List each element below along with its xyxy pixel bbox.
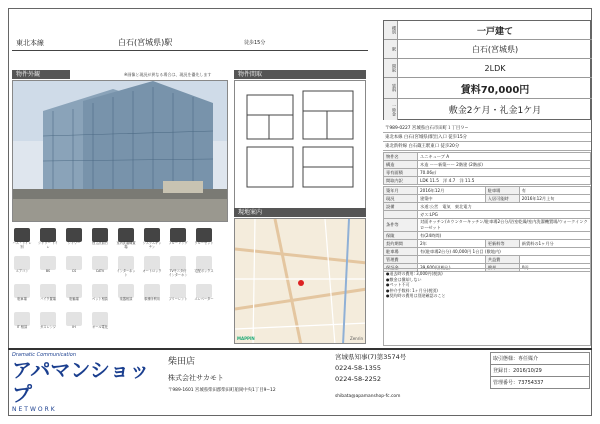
- detail-value: 対面キッチン/カウンターキッチン/駐車場2台分/浴室乾燥/室内洗濯機置場/ウォークインクローゼット: [418, 219, 591, 232]
- access-list: [383, 133, 591, 151]
- mappin-logo: MAPPIN: [237, 336, 255, 341]
- equipment-icon-square: [66, 256, 82, 270]
- equipment-icon: [168, 228, 188, 250]
- equipment-icon: [194, 284, 214, 306]
- equipment-icon: [116, 256, 136, 278]
- equipment-icon-square: [40, 284, 56, 298]
- summary-box: [383, 20, 591, 120]
- equipment-icon-label: CS: [71, 269, 77, 273]
- equipment-icon: [168, 256, 188, 278]
- detail-value: 2年: [418, 240, 486, 248]
- detail-label: 駐車場: [384, 248, 418, 256]
- access-line: 東北新幹線 白石蔵王駅東口 徒歩20分: [383, 142, 591, 151]
- remark-line: ●敷金は償却しない: [386, 276, 422, 282]
- detail-value: 有: [519, 187, 590, 195]
- equipment-icon-label: IH: [72, 325, 76, 329]
- equipment-icon: [194, 256, 214, 278]
- summary-fee-row: [384, 99, 592, 120]
- equipment-icon-square: [66, 284, 82, 298]
- remark-line: ●ペット不可: [386, 282, 410, 287]
- detail-row: [384, 219, 591, 232]
- equipment-icon: [168, 284, 188, 306]
- summary-layout-row: [384, 59, 592, 78]
- equipment-icon: [194, 228, 214, 250]
- equipment-icon: [142, 256, 162, 278]
- equipment-icon-square: [170, 284, 186, 298]
- detail-row: [384, 187, 591, 195]
- equipment-icon-label: エアコン: [15, 269, 29, 273]
- equipment-icon: [12, 284, 32, 306]
- detail-value: 39,600円(税込): [418, 264, 486, 272]
- remark-line: ●退去時の費用: 3,000円(税抜): [386, 271, 443, 276]
- equipment-icon: [38, 284, 58, 306]
- spec-row: [384, 177, 591, 185]
- brand-tagline: Dramatic Communication: [12, 352, 77, 358]
- detail-label: 償却: [485, 264, 519, 272]
- detail-value: 水道:公営 電気 東北電力: [418, 203, 591, 211]
- equipment-icon-label: エレベーター: [194, 297, 214, 301]
- equipment-icon-square: [92, 284, 108, 298]
- summary-station: 白石(宮城県): [471, 44, 519, 54]
- equipment-icon: [12, 228, 32, 250]
- equipment-icon-label: CATV: [95, 269, 105, 273]
- equipment-icon-label: オール電化: [92, 325, 108, 329]
- equipment-icon-square: [144, 256, 160, 270]
- equipment-icon-label: ペット相談: [92, 297, 108, 301]
- floorplan-image: [234, 80, 366, 210]
- equipment-icon-label: オートロック: [142, 269, 162, 273]
- detail-row: [384, 211, 591, 219]
- equipment-icon-square: [14, 228, 30, 242]
- equipment-icon-square: [14, 256, 30, 270]
- equipment-icon-label: IT 相談: [16, 325, 28, 329]
- equipment-icon: [116, 284, 136, 306]
- shop-name: 柴田店: [168, 357, 196, 367]
- spec-row: [384, 169, 591, 177]
- detail-value: 0円: [519, 264, 590, 272]
- equipment-icon-square: [92, 312, 108, 326]
- equipment-icon-label: フローリング: [168, 241, 188, 245]
- equipment-icon: [90, 284, 110, 306]
- equipment-icon: [12, 256, 32, 278]
- equipment-icon-label: 事務所利用: [144, 297, 160, 301]
- detail-row: [384, 203, 591, 211]
- detail-value: 建築中: [418, 195, 486, 203]
- line-name: 東北本線: [16, 39, 44, 47]
- detail-label: [384, 211, 418, 219]
- equipment-icon: [64, 284, 84, 306]
- equipment-icon-square: [66, 228, 82, 242]
- summary-station-row: [384, 40, 592, 59]
- equipment-icon-square: [144, 284, 160, 298]
- detail-value: [519, 256, 590, 264]
- contact-info: [335, 352, 485, 402]
- equipment-icon-square: [196, 256, 212, 270]
- detail-label: 現況: [384, 195, 418, 203]
- location-map[interactable]: [234, 218, 366, 344]
- detail-value: 2016年12月上旬: [519, 195, 590, 203]
- equipment-icon-label: フリーレント: [168, 297, 188, 301]
- equipment-icon-grid: [12, 228, 228, 346]
- date-label: 登録日: [493, 368, 509, 374]
- equipment-icon-label: 宅配ボックス: [194, 269, 214, 273]
- equipment-icon-label: シャワー: [67, 241, 81, 245]
- equipment-icon: [90, 312, 110, 334]
- fax-number: 0224-58-2252: [335, 375, 382, 383]
- detail-label: 保証金: [384, 264, 418, 272]
- equipment-icon-label: バイク置場: [40, 297, 56, 301]
- zenrin-credit: Zenrin: [349, 336, 363, 341]
- equipment-icon-square: [66, 312, 82, 326]
- equipment-icon-square: [92, 256, 108, 270]
- detail-label: 駐車場: [485, 187, 519, 195]
- detail-row: [384, 240, 591, 248]
- equipment-icon-square: [144, 228, 160, 242]
- details-table: [383, 186, 591, 272]
- detail-value: 有(24時間): [418, 232, 591, 240]
- summary-fee: 敷金2ケ月・礼金1ケ月: [448, 106, 542, 116]
- detail-row: [384, 248, 591, 256]
- detail-value: [418, 256, 486, 264]
- access-line: 東北本線 白石(宮城県)駅出入口 徒歩15分: [383, 133, 591, 142]
- fee-label: 一時金: [384, 99, 398, 120]
- detail-label: 管理費: [384, 256, 418, 264]
- spec-row: [384, 153, 591, 161]
- equipment-icon-label: 駐輪場: [69, 297, 79, 301]
- brand-logo: [12, 352, 162, 412]
- equipment-icon-label: 駐車場: [17, 297, 27, 301]
- brand-name: アパマンショップ: [12, 358, 150, 406]
- equipment-icon-square: [40, 312, 56, 326]
- equipment-icon-label: 室内洗濯機置場: [116, 241, 136, 249]
- equipment-icon: [64, 228, 84, 250]
- equipment-icon: [90, 228, 110, 250]
- address-line: 〒989-0227 宮城県白石市田町１丁目９−: [383, 124, 591, 133]
- equipment-icon-square: [14, 312, 30, 326]
- equipment-icon-label: シャワー トイレ: [38, 241, 58, 249]
- detail-label: 契約期間: [384, 240, 418, 248]
- spec-label: 物件名: [384, 153, 418, 161]
- equipment-icon-square: [40, 228, 56, 242]
- spec-value: 木造 ーー新築ーー 2階建 (2階部): [418, 161, 591, 169]
- detail-label: 入居可能時: [485, 195, 519, 203]
- spec-table: [383, 152, 591, 185]
- station-label: 駅: [384, 40, 398, 58]
- summary-rent: 賃料70,000円: [460, 84, 530, 96]
- manage-number: 73754337: [518, 380, 544, 386]
- detail-label: 共益費: [485, 256, 519, 264]
- equipment-icon: [38, 256, 58, 278]
- remark-line: ●契約時の費用は別途確認のこと: [386, 293, 446, 298]
- detail-label: 設備: [384, 203, 418, 211]
- photo-note: ※画像と現況が異なる場合は、現況を優先します: [124, 72, 212, 77]
- no-row: 管理番号：73754337: [490, 377, 590, 389]
- equipment-icon: [90, 256, 110, 278]
- remarks-box: [383, 268, 591, 346]
- detail-value: 新賃料の1ヶ月分: [519, 240, 590, 248]
- spec-row: [384, 161, 591, 169]
- equipment-icon: [38, 312, 58, 334]
- equipment-icon-square: [170, 228, 186, 242]
- tel-number[interactable]: 0224-58-1355: [335, 364, 382, 372]
- detail-row: [384, 256, 591, 264]
- shop-address: 〒989-1601 宮城県柴田郡柴田町船岡中央1丁目9−12: [168, 388, 276, 393]
- equipment-icon-square: [40, 256, 56, 270]
- address-block: [383, 124, 591, 151]
- equipment-icon: [12, 312, 32, 334]
- equipment-icon-square: [92, 228, 108, 242]
- building-photo: [12, 80, 228, 222]
- equipment-icon-square: [14, 284, 30, 298]
- layout-label: 間取: [384, 59, 398, 77]
- equipment-icon-square: [118, 228, 134, 242]
- equipment-icon-label: TVモニタ付インターホン: [168, 269, 188, 277]
- floorplan-panel-title: 物件間取: [234, 70, 366, 79]
- type-label: 種別: [384, 21, 398, 39]
- detail-value: 2016年12月: [418, 187, 486, 195]
- equipment-icon: [64, 312, 84, 334]
- spec-label: 間取内訳: [384, 177, 418, 185]
- equipment-icon-label: BS: [45, 269, 51, 273]
- detail-value: 有(駐車場2台分) 40,000円 1台目 (敷地内): [418, 248, 591, 256]
- equipment-icon-label: ガスレンジ: [40, 325, 56, 329]
- spec-value: LDK 11.5 洋 4.7 洋 11.5: [418, 177, 591, 185]
- equipment-icon: [142, 284, 162, 306]
- summary-layout: 2LDK: [484, 63, 506, 73]
- spec-label: 専有面積: [384, 169, 418, 177]
- equipment-icon-label: バス・トイレ別: [12, 241, 32, 249]
- equipment-icon: [116, 228, 136, 250]
- equipment-icon-square: [196, 228, 212, 242]
- detail-value: ガス:LPG: [418, 211, 591, 219]
- equipment-icon-label: システムキッチン: [142, 241, 162, 249]
- detail-label: 築年月: [384, 187, 418, 195]
- license-number: 宮城県知事(7)第3574号: [335, 353, 407, 361]
- equipment-icon-label: 楽器相談: [119, 297, 133, 301]
- summary-rent-row: [384, 78, 592, 99]
- detail-label: 条件等: [384, 219, 418, 232]
- equipment-icon: [64, 256, 84, 278]
- photo-panel-title: 物件外観: [12, 70, 70, 79]
- equipment-icon-square: [196, 284, 212, 298]
- brand-network: NETWORK: [12, 406, 57, 413]
- detail-row: [384, 195, 591, 203]
- equipment-icon-square: [170, 256, 186, 270]
- detail-row: [384, 232, 591, 240]
- station-bar: [12, 36, 368, 50]
- walk-time: 徒歩15分: [244, 40, 266, 46]
- equipment-icon-label: 独立洗面台: [92, 241, 108, 245]
- deal-row: 取引態様：専任媒介: [490, 352, 590, 365]
- equipment-icon: [142, 228, 162, 250]
- company-name: 株式会社サカモト: [168, 374, 224, 382]
- detail-label: 更新料等: [485, 240, 519, 248]
- equipment-icon-label: クローゼット: [194, 241, 214, 245]
- spec-value: ユニキューブ A: [418, 153, 591, 161]
- date-row: 登録日：2016/10/29: [490, 365, 590, 377]
- deal-label: 取引態様: [493, 356, 514, 362]
- equipment-icon: [38, 228, 58, 250]
- header-rule: [12, 50, 368, 51]
- email-address[interactable]: shibata@apamanshop-fc.com: [335, 394, 401, 399]
- no-label: 管理番号: [493, 380, 514, 386]
- remark-line: ●仲介手数料: 1ヶ月分(税別): [386, 287, 438, 293]
- property-type: 一戸建て: [476, 26, 513, 37]
- rent-label: 賃料: [384, 78, 398, 98]
- station-name: 白石(宮城県)駅: [118, 38, 173, 47]
- equipment-icon-square: [118, 284, 134, 298]
- deal-type: 専任媒介: [518, 356, 539, 362]
- spec-value: 70.06㎡: [418, 169, 591, 177]
- equipment-icon-label: インターネット: [116, 269, 136, 277]
- meta-box: [490, 352, 590, 389]
- register-date: 2016/10/29: [513, 368, 542, 374]
- equipment-icon-square: [118, 256, 134, 270]
- summary-type-row: [384, 21, 592, 40]
- spec-label: 構造: [384, 161, 418, 169]
- detail-label: 保険: [384, 232, 418, 240]
- map-panel-title: 現地案内: [234, 208, 366, 217]
